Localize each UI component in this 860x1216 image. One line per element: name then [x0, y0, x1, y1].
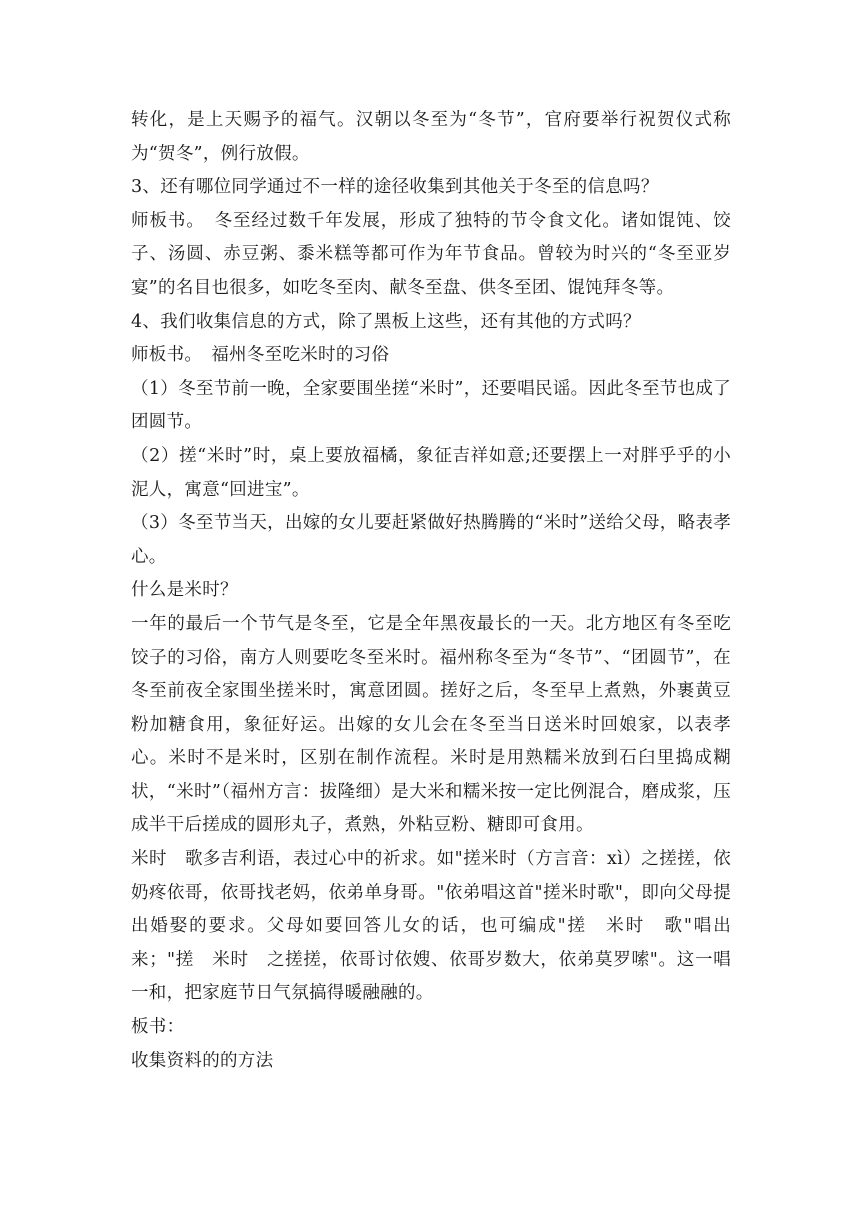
custom-item-1: （1）冬至节前一晚，全家要围坐搓“米时”，还要唱民谣。因此冬至节也成了团圆节。	[131, 378, 731, 433]
question-4: 4、我们收集信息的方式，除了黑板上这些，还有其他的方式吗？	[131, 311, 641, 332]
document-body	[131, 104, 731, 1078]
question-what-is-mishi: 什么是米时？	[131, 580, 238, 601]
paragraph-food-culture: 师板书。 冬至经过数千年发展，形成了独特的节令食文化。诸如馄饨、饺子、汤圆、赤豆粥、黍米糕等都可作为年节食品。曾较为时兴的“冬至亚岁宴”的名目也很多，如吃冬至肉、献冬至盘、供冬至团、馄饨拜冬等。	[131, 210, 731, 298]
paragraph-han-dynasty: 转化，是上天赐予的福气。汉朝以冬至为“冬节”，官府要举行祝贺仪式称为“贺冬”，例行放假。	[131, 110, 731, 164]
paragraph-mishi-song: 米时 歌多吉利语，表过心中的祈求。如"搓米时（方言音：xì）之搓搓，依奶疼依哥，依哥找老妈，依弟单身哥。"依弟唱这首"搓米时歌"，即向父母提出婚娶的要求。父母如要回答儿女的话，也可编成"搓 米时 歌"唱出来；"搓 米时 之搓搓，依哥讨依嫂、依哥岁数大，依弟莫罗嗦"。这一唱一和，把家庭节日气氛搞得暖融融的。	[131, 849, 731, 1004]
custom-item-3: （3）冬至节当天，出嫁的女儿要赶紧做好热腾腾的“米时”送给父母，略表孝心。	[131, 513, 731, 567]
board-writing-label: 板书：	[131, 1017, 185, 1038]
board-writing-method: 收集资料的的方法	[131, 1050, 274, 1071]
question-3: 3、还有哪位同学通过不一样的途径收集到其他关于冬至的信息吗？	[131, 177, 659, 198]
paragraph-mishi-explanation: 一年的最后一个节气是冬至，它是全年黑夜最长的一天。北方地区有冬至吃饺子的习俗，南方人则要吃冬至米时。福州称冬至为“冬节”、“团圆节”，在冬至前夜全家围坐搓米时，寓意团圆。搓好之后，冬至早上煮熟，外裹黄豆粉加糖食用，象征好运。出嫁的女儿会在冬至当日送米时回娘家，以表孝心。米时不是米时，区别在制作流程。米时是用熟糯米放到石臼里捣成糊状，“米时”（福州方言：拔隆细）是大米和糯米按一定比例混合，磨成浆，压成半干后搓成的圆形丸子，煮熟，外粘豆粉、糖即可食用。	[131, 613, 731, 836]
custom-item-2: （2）搓“米时”时，桌上要放福橘，象征吉祥如意;还要摆上一对胖乎乎的小泥人，寓意“回进宝”。	[131, 445, 731, 500]
heading-fuzhou-custom: 师板书。 福州冬至吃米时的习俗	[131, 345, 390, 366]
